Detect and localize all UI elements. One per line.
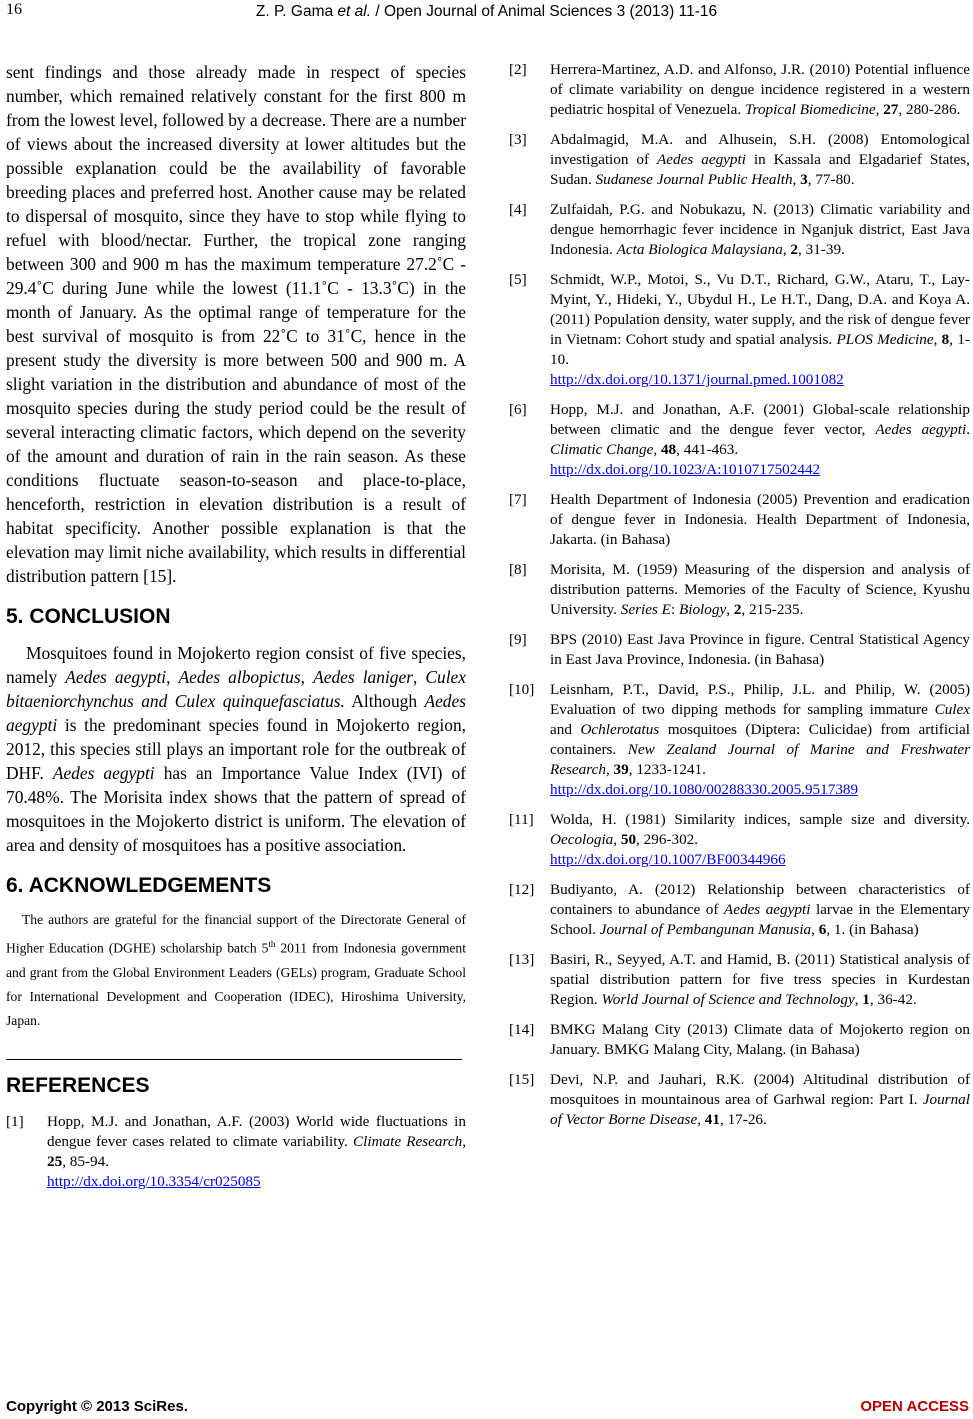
reference-part: , <box>697 1111 705 1128</box>
reference-journal: New Zealand Journal of Marine and Freshwater Research <box>550 741 970 778</box>
reference-part: larvae in the Elementary School. <box>550 901 970 938</box>
reference-volume: 39 <box>613 761 629 778</box>
genus-name: Ochlerotatus <box>580 721 660 738</box>
reference-number: [7] <box>509 491 527 508</box>
reference-part: Abdalmagid, M.A. and Alhusein, S.H. (2008) Entomological investigation of <box>550 131 970 168</box>
species-name: Aedes aegypti <box>875 421 967 438</box>
reference-part: mosquitoes (Diptera: Culicidae) from artificial containers. <box>550 721 970 758</box>
references-heading: REFERENCES <box>6 1073 150 1097</box>
conclusion-paragraph <box>6 641 466 857</box>
doi-link[interactable]: http://dx.doi.org/10.1080/00288330.2005.9517389 <box>550 781 859 798</box>
ack-superscript: th <box>268 939 276 949</box>
running-head-authors: Z. P. Gama <box>255 3 338 20</box>
reference-journal: Journal of Pembangunan Manusia <box>599 921 812 938</box>
reference-text <box>550 630 970 670</box>
reference-number: [11] <box>509 811 534 828</box>
reference-item <box>509 630 970 670</box>
reference-item <box>509 560 970 620</box>
reference-part: , 296-302. <box>636 831 699 848</box>
running-head-journal: / Open Journal of Animal Sciences 3 (2013) 11-16 <box>371 3 718 20</box>
reference-journal: World Journal of Science and Technology <box>601 991 855 1008</box>
reference-part: : <box>670 601 679 618</box>
reference-part: in Kassala and Elgadarief States, Sudan. <box>550 151 970 188</box>
reference-part: Budiyanto, A. (2012) Relationship between characteristics of containers to abundance of <box>550 881 970 918</box>
reference-number: [3] <box>509 131 527 148</box>
reference-journal: Acta Biologica Malaysiana <box>616 241 783 258</box>
reference-volume: 50 <box>620 831 637 848</box>
reference-item <box>509 130 970 190</box>
reference-item <box>509 400 970 480</box>
reference-part: , 17-26. <box>719 1111 767 1128</box>
reference-text <box>550 400 970 480</box>
reference-text <box>550 880 970 940</box>
running-head-etal: et al. <box>337 3 372 20</box>
reference-part: , <box>792 171 801 188</box>
conclusion-text: , <box>300 667 314 687</box>
right-column <box>509 60 970 1130</box>
reference-part: , 77-80. <box>807 171 855 188</box>
reference-part: , 85-94. <box>62 1152 110 1170</box>
reference-journal: PLOS Medicine <box>836 331 934 348</box>
reference-part: , <box>782 241 791 258</box>
acknowledgements-paragraph <box>6 908 466 1033</box>
reference-journal: Oecologia <box>550 831 614 848</box>
reference-journal: Biology <box>678 601 727 618</box>
open-access-label: OPEN ACCESS <box>860 1398 969 1415</box>
reference-part: Hopp, M.J. and Jonathan, A.F. (2003) World wide fluctuations in dengue fever cases related to climate variability. <box>47 1112 466 1150</box>
conclusion-text: , <box>166 667 179 687</box>
reference-text <box>550 200 970 260</box>
reference-item <box>509 1020 970 1060</box>
reference-part: BPS (2010) East Java Province in figure. Central Statistical Agency in East Java Province, Indonesia. (in Bahasa) <box>550 631 970 668</box>
doi-link[interactable]: http://dx.doi.org/10.1023/A:1010717502442 <box>550 461 821 478</box>
reference-part: , 280-286. <box>898 101 961 118</box>
reference-part: Health Department of Indonesia (2005) Prevention and eradication of dengue fever in Indonesia. Health Department of Indonesia, Jakarta. (in Bahasa) <box>550 491 970 548</box>
reference-text <box>550 810 970 870</box>
reference-journal: Series E <box>620 601 671 618</box>
reference-item <box>509 810 970 870</box>
reference-text <box>550 490 970 550</box>
reference-part: Basiri, R., Seyyed, A.T. and Hamid, B. (2011) Statistical analysis of spatial distribution pattern for five tress species in Kurdestan Region. <box>550 951 970 1008</box>
reference-number: [1] <box>6 1112 24 1130</box>
species-name: Aedes aegypti <box>723 901 811 918</box>
reference-number: [6] <box>509 401 527 418</box>
reference-item <box>509 200 970 260</box>
reference-item <box>6 1112 466 1192</box>
reference-text <box>550 560 970 620</box>
reference-part: Herrera-Martinez, A.D. and Alfonso, J.R. (2010) Potential influence of climate variability on dengue incidence registered in a western pediatric hospital of Venezuela. <box>550 61 970 118</box>
acknowledgements-heading: 6. ACKNOWLEDGEMENTS <box>6 874 272 897</box>
reference-volume: 2 <box>733 601 742 618</box>
reference-part: Hopp, M.J. and Jonathan, A.F. (2001) Global-scale relationship between climatic and the dengue fever vector, <box>550 401 970 438</box>
copyright-notice: Copyright © 2013 SciRes. <box>6 1398 188 1415</box>
reference-volume: 48 <box>660 441 677 458</box>
reference-number: [9] <box>509 631 527 648</box>
discussion-paragraph: sent findings and those already made in respect of species number, which remained relatively constant for the first 800 m from the lowest level, followed by a decrease. There are a number of views about the increased diversity at lower altitudes but the possible explanation could be the availability of favorable breeding places and preferred host. Another cause may be related to dispersal of mosquito, since they have to stop while flying to refuel with blood/nectar. Further, the tropical zone ranging between 300 and 900 m has the maximum temperature 27.2˚C - 29.4˚C during June while the lowest (11.1˚C - 13.3˚C) in the month of January. As the optimal range of temperature for the best survival of mosquito is from 22˚C to 31˚C, hence in the present study the diversity is more between 500 and 900 m. A slight variation in the distribution and abundance of most of the mosquito species during the study period could be the result of several interacting climatic factors, which depend on the severity of the amount and duration of rain in the rain season. As these conditions fluctuate season-to-season and place-to-place, henceforth, restriction in elevation distribution is a result of habitat specificity. Another possible explanation is that the elevation may limit niche availability, which results in differential distribution pattern [15]. <box>6 62 466 586</box>
reference-item <box>509 950 970 1010</box>
reference-number: [15] <box>509 1071 535 1088</box>
reference-number: [2] <box>509 61 527 78</box>
reference-item <box>509 1070 970 1130</box>
reference-volume: 27 <box>883 101 899 118</box>
conclusion-text: , <box>412 667 426 687</box>
conclusion-heading: 5. CONCLUSION <box>6 605 171 628</box>
reference-part: , <box>726 601 734 618</box>
reference-part: , <box>462 1132 466 1150</box>
reference-text <box>550 130 970 190</box>
reference-text <box>47 1112 466 1192</box>
reference-volume: 1 <box>862 991 870 1008</box>
reference-part: , 215-235. <box>741 601 804 618</box>
reference-part: , <box>653 441 661 458</box>
reference-journal: Sudanese Journal Public Health <box>595 171 793 188</box>
reference-journal: Climate Research <box>353 1132 463 1150</box>
reference-part: and <box>550 721 581 738</box>
reference-item <box>509 60 970 120</box>
reference-journal: Climatic Change <box>550 441 654 458</box>
reference-number: [12] <box>509 881 535 898</box>
reference-number: [13] <box>509 951 535 968</box>
reference-volume: 3 <box>800 171 808 188</box>
reference-part: Leisnham, P.T., David, P.S., Philip, J.L. and Philip, W. (2005) Evaluation of two dipping methods for sampling immature <box>550 681 970 718</box>
genus-name: Culex <box>934 701 970 718</box>
reference-item <box>509 490 970 550</box>
reference-part: . <box>966 421 970 438</box>
reference-number: [14] <box>509 1021 535 1038</box>
page-number: 16 <box>6 1 22 18</box>
reference-part: Schmidt, W.P., Motoi, S., Vu D.T., Richard, G.W., Ataru, T., Lay-Myint, Y., Hideki, Y., Ubydul H., Le H.T., Dang, D.A. and Koya A. (2011) Population density, water supply, and the risk of dengue fever in Vietnam: Cohort study and spatial analysis. <box>550 271 970 348</box>
conclusion-text: has an Importance Value Index (IVI) of 70.48%. The Morisita index shows that the pattern of spread of mosquitoes in the Mojokerto district is uniform. The elevation of area and density of mosquitoes has a positive association. <box>6 763 467 855</box>
reference-volume: 6 <box>818 921 827 938</box>
reference-text <box>550 1020 970 1060</box>
reference-number: [10] <box>509 681 535 698</box>
reference-text <box>550 1070 970 1130</box>
reference-part: Morisita, M. (1959) Measuring of the dispersion and analysis of distribution patterns. Memories of the Faculty of Science, Kyushu University. <box>550 561 970 618</box>
reference-volume: 25 <box>47 1152 63 1170</box>
reference-item <box>509 270 970 390</box>
conclusion-text: is the predominant species found in Mojokerto region, 2012, this species still plays an important role for the outbreak of DHF. <box>6 715 466 783</box>
reference-part: , <box>875 101 884 118</box>
species-name: Aedes aegypti <box>6 691 466 735</box>
section-divider <box>6 1059 462 1060</box>
reference-number: [8] <box>509 561 527 578</box>
reference-journal: Journal of Vector Borne Disease <box>550 1091 970 1128</box>
reference-part: , 1233-1241. <box>628 761 706 778</box>
conclusion-text: Mosquitoes found in Mojokerto region consist of five species, namely <box>6 643 466 687</box>
doi-link[interactable]: http://dx.doi.org/10.3354/cr025085 <box>47 1172 261 1190</box>
reference-item <box>509 880 970 940</box>
reference-part: , 1-10. <box>550 331 970 368</box>
species-name: Aedes albopictus <box>178 667 301 687</box>
left-column <box>6 60 466 1192</box>
reference-text <box>550 680 970 800</box>
reference-volume: 8 <box>941 331 950 348</box>
species-name: Culex bitaeniorchynchus and Culex quinquefasciatus. <box>6 667 466 711</box>
reference-volume: 41 <box>704 1111 720 1128</box>
reference-part: , <box>613 831 621 848</box>
reference-part: , <box>811 921 819 938</box>
reference-part: , 441-463. <box>676 441 739 458</box>
conclusion-text: Although <box>344 691 425 711</box>
reference-part: Wolda, H. (1981) Similarity indices, sample size and diversity. <box>550 811 970 828</box>
reference-part: , <box>605 761 614 778</box>
reference-text <box>550 950 970 1010</box>
reference-part: Devi, N.P. and Jauhari, R.K. (2004) Altitudinal distribution of mosquitoes in mountainous area of Garhwal region: Part I. <box>550 1071 970 1108</box>
reference-part: , 31-39. <box>798 241 845 258</box>
reference-volume: 2 <box>790 241 799 258</box>
reference-journal: Tropical Biomedicine <box>744 101 876 118</box>
reference-part: Zulfaidah, P.G. and Nobukazu, N. (2013) Climatic variability and dengue hemorrhagic fever incidence in Nganjuk district, East Java Indonesia. <box>550 201 970 258</box>
reference-part: BMKG Malang City (2013) Climate data of Mojokerto region on January. BMKG Malang City, Malang. (in Bahasa) <box>550 1021 970 1058</box>
reference-text <box>550 60 970 120</box>
reference-number: [5] <box>509 271 527 288</box>
reference-item <box>509 680 970 800</box>
species-name: Aedes laniger <box>313 667 413 687</box>
ack-text: 2011 from Indonesia government and grant from the Global Environment Leaders (GELs) program, Graduate School for International Development and Cooperation (IDEC), Hiroshima University, Japan. <box>6 940 466 1028</box>
reference-part: , 1. (in Bahasa) <box>826 921 919 938</box>
reference-part: , <box>854 991 863 1008</box>
ack-text: The authors are grateful for the financial support of the Directorate General of Higher Education (DGHE) scholarship batch 5 <box>6 912 466 956</box>
species-name: Aedes aegypti <box>657 151 746 168</box>
species-name: Aedes aegypti <box>52 763 155 783</box>
doi-link[interactable]: http://dx.doi.org/10.1007/BF00344966 <box>550 851 786 868</box>
reference-part: , <box>933 331 942 348</box>
species-name: Aedes aegypti <box>65 667 167 687</box>
running-head <box>0 3 973 21</box>
reference-part: , 36-42. <box>869 991 917 1008</box>
doi-link[interactable]: http://dx.doi.org/10.1371/journal.pmed.1001082 <box>550 371 844 388</box>
reference-text <box>550 270 970 390</box>
reference-number: [4] <box>509 201 527 218</box>
